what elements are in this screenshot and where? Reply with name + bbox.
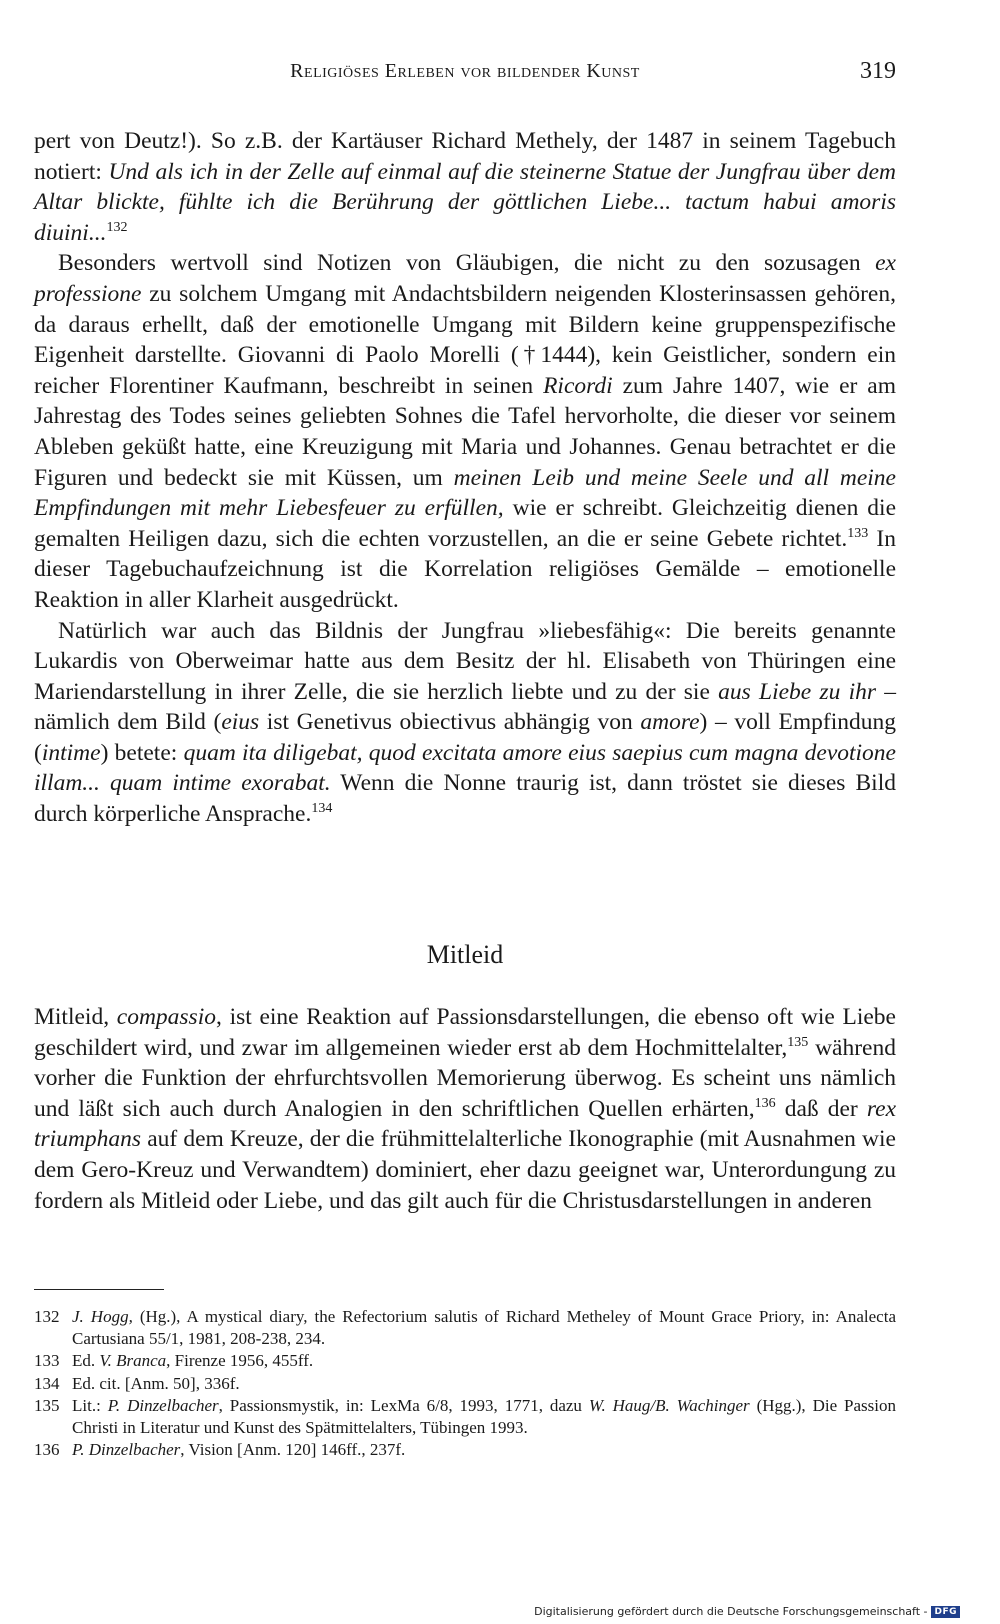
italic-text: V. Branca bbox=[99, 1351, 167, 1371]
footnote-ref: 135 bbox=[787, 1034, 809, 1050]
paragraph bbox=[34, 1002, 896, 1216]
footnote-rule bbox=[34, 1289, 164, 1290]
italic-text: amore bbox=[640, 709, 700, 736]
footnote bbox=[34, 1395, 896, 1439]
text-run: zum Jahre 1407, wie er am Jahrestag des Todes seines geliebten Sohnes die Tafel hervorholte, die dieser vor seinem Ableben geküßt hatte, eine Kreuzigung mit Maria und Johannes. Genau betrachtet er die Figuren und bedeckt sie mit Küssen, um bbox=[34, 372, 896, 491]
footnote-ref: 133 bbox=[847, 525, 869, 541]
footnote-text bbox=[72, 1439, 896, 1461]
italic-text: quam ita diligebat, quod excitata amore eius saepius cum magna devotione illam... quam intime exorabat. bbox=[34, 739, 896, 797]
footnote-number: 136 bbox=[34, 1440, 60, 1460]
footnote-ref: 134 bbox=[311, 801, 333, 817]
text-run: wie er schreibt. Gleichzeitig dienen die gemalten Heiligen dazu, sich die echten vorzustellen, an die er seine Gebete richtet. bbox=[34, 495, 896, 552]
footnote-text bbox=[72, 1373, 896, 1395]
body-text-lower bbox=[34, 1002, 896, 1216]
text-run: , Passionsmystik, in: LexMa 6/8, 1993, 1771, dazu bbox=[218, 1395, 589, 1415]
italic-text: rex triumphans bbox=[34, 1095, 896, 1153]
body-text-upper bbox=[34, 126, 896, 830]
text-run: auf dem Kreuze, der die frühmittelalterliche Ikonographie (mit Ausnahmen wie dem Gero-Kreuz und Verwandtem) dominiert, eher dazu geeignet war, Unterordungung zu fordern als Mitleid oder Liebe, und das gilt auch für die Christusdarstellungen in anderen bbox=[34, 1126, 896, 1214]
italic-text: P. Dinzelbacher bbox=[107, 1395, 219, 1415]
text-run: Natürlich war auch das Bildnis der Jungfrau »liebesfähig«: Die bereits genannte Lukardis von Oberweimar hatte aus dem Besitz der hl. Elisabeth von Thüringen eine Mariendarstellung in ihrer Zelle, die sie herzlich liebte und zu der sie bbox=[34, 617, 896, 705]
footnote-number: 134 bbox=[34, 1373, 60, 1393]
footnote-text bbox=[72, 1350, 896, 1372]
text-run: daß der bbox=[775, 1095, 867, 1122]
paragraph bbox=[34, 616, 896, 830]
text-run: während vorher die Funktion der ehrfurchtsvollen Memorierung überwog. Es scheint uns nämlich und läßt sich auch durch Analogien in den schriftlichen Quellen erhärten, bbox=[34, 1034, 896, 1122]
footnote bbox=[34, 1306, 896, 1350]
digitization-credit bbox=[534, 1605, 960, 1618]
footnote-text bbox=[72, 1306, 896, 1350]
text-run: , Vision [Anm. 120] 146ff., 237f. bbox=[180, 1440, 406, 1460]
text-run: , Firenze 1956, 455ff. bbox=[166, 1351, 314, 1371]
dfg-logo: DFG bbox=[931, 1606, 960, 1618]
italic-text: eius bbox=[221, 709, 260, 736]
text-run: Besonders wertvoll sind Notizen von Gläubigen, die nicht zu den sozusagen bbox=[58, 250, 876, 277]
italic-text: intime bbox=[41, 739, 101, 766]
footnote-text bbox=[72, 1395, 896, 1439]
italic-text: ex professione bbox=[34, 250, 896, 307]
paragraph bbox=[34, 248, 896, 615]
text-run: (Hg.), A mystical diary, the Refectorium salutis of Richard Metheley of Mount Grace Priory, in: Analecta Cartusiana 55/1, 1981, 208-238, 234. bbox=[72, 1307, 896, 1349]
text-run: (Hgg.), Die Passion Christi in Literatur und Kunst des Spätmittelalters, Tübingen 1993. bbox=[72, 1395, 896, 1438]
section-heading: Mitleid bbox=[426, 940, 504, 969]
page-number: 319 bbox=[860, 58, 896, 84]
footnote bbox=[34, 1439, 896, 1461]
italic-text: compassio bbox=[116, 1004, 216, 1030]
italic-text: Ricordi bbox=[543, 372, 613, 399]
text-run: zu solchem Umgang mit Andachtsbildern neigenden Klosterinsassen gehören, da daraus erhellt, daß der emotionelle Umgang mit Bildern keine gruppenspezifische Eigenheit darstellte. Giovanni di Paolo Morelli (†1444), kein Geistlicher, sondern ein reicher Florentiner Kaufmann, beschreibt in seinen bbox=[34, 280, 896, 399]
footnote-number: 132 bbox=[34, 1307, 60, 1326]
text-run: – nämlich dem Bild ( bbox=[34, 678, 897, 736]
italic-text: Und als ich in der Zelle auf einmal auf die steinerne Statue der Jungfrau über dem Altar blickte, fühlte ich die Berührung der göttlichen Liebe... tactum habui amoris diuini... bbox=[34, 158, 896, 246]
text-run: Ed. bbox=[72, 1351, 100, 1371]
italic-text: J. Hogg, bbox=[72, 1307, 133, 1326]
text-run: Wenn die Nonne traurig ist, dann tröstet sie dieses Bild durch körperliche Ansprache. bbox=[34, 770, 896, 828]
italic-text: aus Liebe zu ihr bbox=[718, 678, 877, 705]
footnotes bbox=[34, 1306, 896, 1461]
italic-text: W. Haug/B. Wachinger bbox=[588, 1395, 750, 1415]
footnote bbox=[34, 1350, 896, 1372]
running-header bbox=[34, 60, 896, 92]
footnote-ref: 132 bbox=[106, 219, 128, 235]
footnote-number: 133 bbox=[34, 1351, 60, 1371]
text-run: pert von Deutz!). So z.B. der Kartäuser Richard Methely, der 1487 in seinem Tagebuch notiert: bbox=[34, 128, 896, 185]
text-run: Mitleid, bbox=[34, 1004, 117, 1030]
text-run: In dieser Tagebuchaufzeichnung ist die Korrelation religiöses Gemälde – emotionelle Reaktion in aller Klarheit ausgedrückt. bbox=[34, 525, 897, 613]
text-run: Lit.: bbox=[72, 1395, 108, 1415]
text-run: , ist eine Reaktion auf Passionsdarstellungen, die ebenso oft wie Liebe geschildert wird, und zwar im allgemeinen wieder erst ab dem Hochmittelalter, bbox=[34, 1004, 896, 1061]
text-run: Ed. cit. [Anm. 50], 336f. bbox=[72, 1373, 240, 1393]
text-run: ist Genetivus obiectivus abhängig von bbox=[259, 709, 641, 736]
text-run: ) betete: bbox=[100, 739, 184, 766]
footnote-ref: 136 bbox=[754, 1095, 776, 1111]
text-run: ) – voll Empfindung ( bbox=[34, 709, 896, 766]
paragraph bbox=[34, 126, 896, 248]
credit-text: Digitalisierung gefördert durch die Deutsche Forschungsgemeinschaft - bbox=[534, 1605, 928, 1618]
running-title: Religiöses Erleben vor bildender Kunst bbox=[290, 60, 640, 82]
italic-text: P. Dinzelbacher bbox=[72, 1440, 181, 1460]
footnote bbox=[34, 1373, 896, 1395]
footnote-number: 135 bbox=[34, 1395, 60, 1415]
italic-text: meinen Leib und meine Seele und all meine Empfindungen mit mehr Liebesfeuer zu erfüllen, bbox=[34, 464, 896, 522]
